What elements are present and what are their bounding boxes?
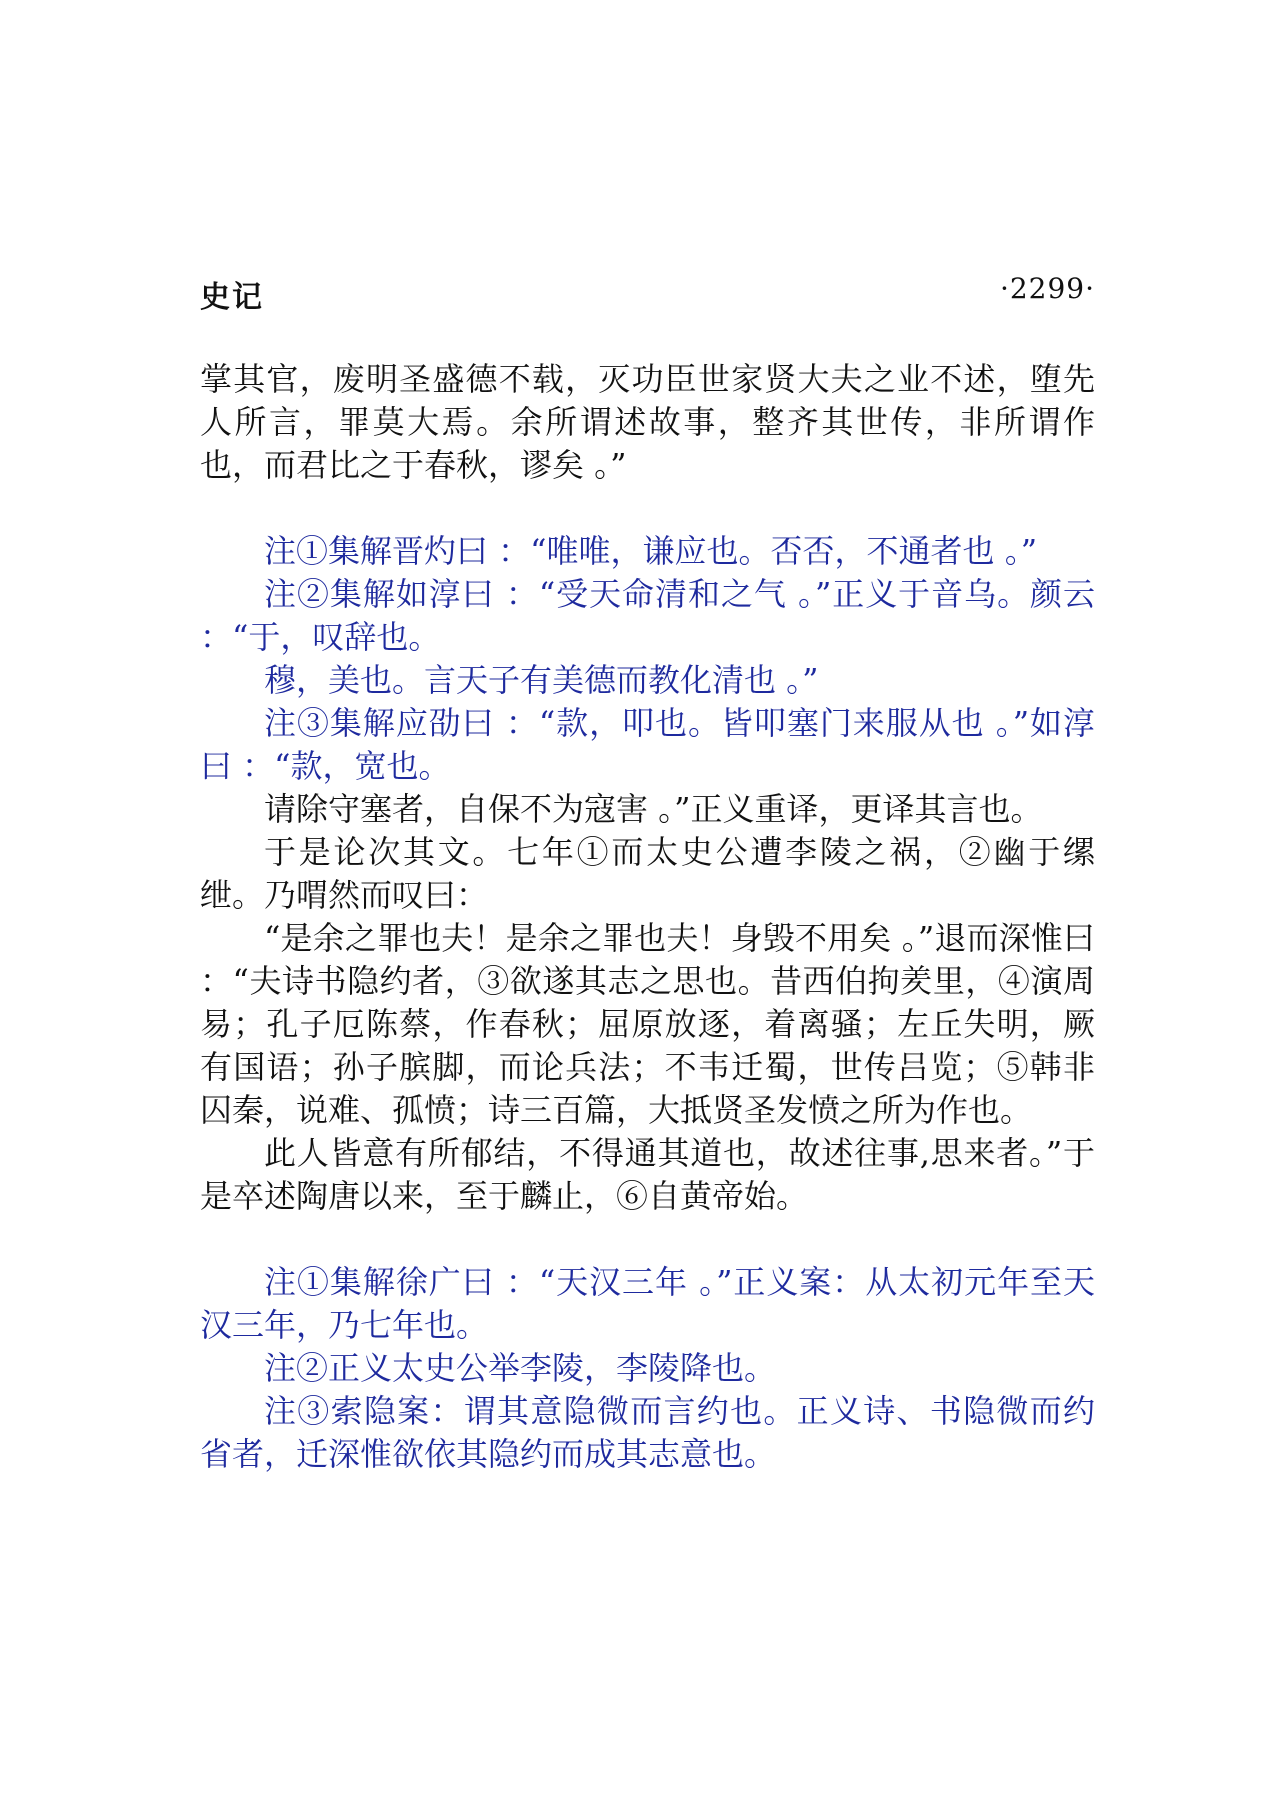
annotation-6: 注③索隐案：谓其意隐微而言约也。正义诗、书隐微而约省者，迁深惟欲依其隐约而成其志意也。 <box>200 1392 1095 1473</box>
paragraph-main-1: 掌其官，废明圣盛德不载，灭功臣世家贤大夫之业不述，堕先人所言，罪莫大焉。余所谓述故事，整齐其世传，非所谓作也，而君比之于春秋，谬矣 。” <box>200 360 1095 484</box>
paragraph-main-3: 于是论次其文。七年①而太史公遭李陵之祸，②幽于缧绁。乃喟然而叹曰： <box>200 833 1095 914</box>
section-gap <box>200 1218 1095 1261</box>
page-number: ·2299· <box>999 272 1095 305</box>
paragraph-main-4: “是余之罪也夫！是余之罪也夫！身毁不用矣 。”退而深惟曰 ：“夫诗书隐约者，③欲遂其志之思也。昔西伯拘羑里，④演周易；孔子厄陈蔡，作春秋；屈原放逐，着离骚；左丘失明，厥有国语；孙子膑脚，而论兵法；不韦迁蜀，世传吕览；⑤韩非囚秦，说难、孤愤；诗三百篇，大抵贤圣发愤之所为作也。 <box>200 919 1095 1129</box>
annotation-2: 注②集解如淳曰 ：“受天命清和之气 。”正义于音乌。颜云 ：“于，叹辞也。 <box>200 575 1095 656</box>
annotation-3: 注③集解应劭曰 ：“款，叩也。皆叩塞门来服从也 。”如淳曰 ：“款，宽也。 <box>200 704 1095 785</box>
book-title: 史记 <box>200 280 264 315</box>
page-body <box>200 358 1095 1476</box>
page-header <box>200 272 1095 315</box>
annotation-4: 注①集解徐广曰 ：“天汉三年 。”正义案：从太初元年至天汉三年，乃七年也。 <box>200 1263 1095 1344</box>
section-gap <box>200 487 1095 530</box>
annotation-1: 注①集解晋灼曰 ：“唯唯，谦应也。否否，不通者也 。” <box>264 532 1038 570</box>
paragraph-main-2: 请除守塞者，自保不为寇害 。”正义重译，更译其言也。 <box>264 790 1043 828</box>
annotation-2-continued: 穆，美也。言天子有美德而教化清也 。” <box>264 661 819 699</box>
paragraph-main-5: 此人皆意有所郁结，不得通其道也，故述往事,思来者。”于是卒述陶唐以来，至于麟止，⑥自黄帝始。 <box>200 1134 1095 1215</box>
annotation-5: 注②正义太史公举李陵，李陵降也。 <box>264 1349 777 1387</box>
